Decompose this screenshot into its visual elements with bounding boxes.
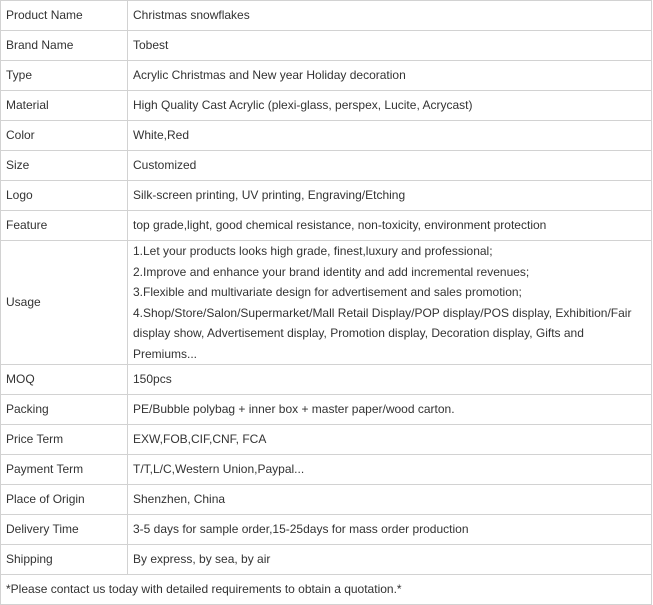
spec-value: By express, by sea, by air [128, 545, 652, 575]
spec-label: Logo [1, 181, 128, 211]
spec-label: Packing [1, 395, 128, 425]
spec-label: Delivery Time [1, 515, 128, 545]
spec-row-size [1, 151, 652, 181]
usage-line: 2.Improve and enhance your brand identity and add incremental revenues; [133, 264, 530, 279]
spec-label: Place of Origin [1, 485, 128, 515]
spec-value: Tobest [128, 31, 652, 61]
spec-row-place-of-origin [1, 485, 652, 515]
spec-label: Price Term [1, 425, 128, 455]
usage-line: 1.Let your products looks high grade, finest,luxury and professional; [133, 244, 493, 258]
spec-label: Size [1, 151, 128, 181]
spec-row-logo [1, 181, 652, 211]
spec-label: Shipping [1, 545, 128, 575]
spec-value: Customized [128, 151, 652, 181]
spec-row-brand-name [1, 31, 652, 61]
spec-label: Product Name [1, 1, 128, 31]
spec-value: 3-5 days for sample order,15-25days for mass order production [128, 515, 652, 545]
spec-value: Shenzhen, China [128, 485, 652, 515]
spec-row-material [1, 91, 652, 121]
usage-line: display show, Advertisement display, Promotion display, Decoration display, Gifts and Premiums... [133, 326, 584, 361]
spec-value-multiline [128, 241, 652, 365]
spec-value: top grade,light, good chemical resistance, non-toxicity, environment protection [128, 211, 652, 241]
spec-row-payment-term [1, 455, 652, 485]
spec-row-price-term [1, 425, 652, 455]
spec-label: Brand Name [1, 31, 128, 61]
quotation-note-row [1, 575, 652, 605]
spec-value: T/T,L/C,Western Union,Paypal... [128, 455, 652, 485]
spec-label: MOQ [1, 365, 128, 395]
spec-row-color [1, 121, 652, 151]
spec-value: High Quality Cast Acrylic (plexi-glass, perspex, Lucite, Acrycast) [128, 91, 652, 121]
usage-line: 4.Shop/Store/Salon/Supermarket/Mall Retail Display/POP display/POS display, Exhibition/Fair [133, 305, 632, 320]
usage-line: 3.Flexible and multivariate design for advertisement and sales promotion; [133, 285, 522, 299]
spec-label: Feature [1, 211, 128, 241]
spec-row-moq [1, 365, 652, 395]
spec-value: Acrylic Christmas and New year Holiday decoration [128, 61, 652, 91]
spec-row-feature [1, 211, 652, 241]
spec-label: Type [1, 61, 128, 91]
spec-value: PE/Bubble polybag + inner box + master paper/wood carton. [128, 395, 652, 425]
spec-value: Christmas snowflakes [128, 1, 652, 31]
spec-value: EXW,FOB,CIF,CNF, FCA [128, 425, 652, 455]
spec-value: White,Red [128, 121, 652, 151]
spec-label: Usage [1, 241, 128, 365]
spec-value: 150pcs [128, 365, 652, 395]
spec-label: Material [1, 91, 128, 121]
spec-row-usage [1, 241, 652, 365]
spec-row-packing [1, 395, 652, 425]
spec-row-type [1, 61, 652, 91]
spec-row-shipping [1, 545, 652, 575]
spec-row-delivery-time [1, 515, 652, 545]
spec-label: Payment Term [1, 455, 128, 485]
spec-label: Color [1, 121, 128, 151]
spec-value: Silk-screen printing, UV printing, Engraving/Etching [128, 181, 652, 211]
quotation-note: *Please contact us today with detailed requirements to obtain a quotation.* [1, 575, 652, 605]
spec-row-product-name [1, 1, 652, 31]
